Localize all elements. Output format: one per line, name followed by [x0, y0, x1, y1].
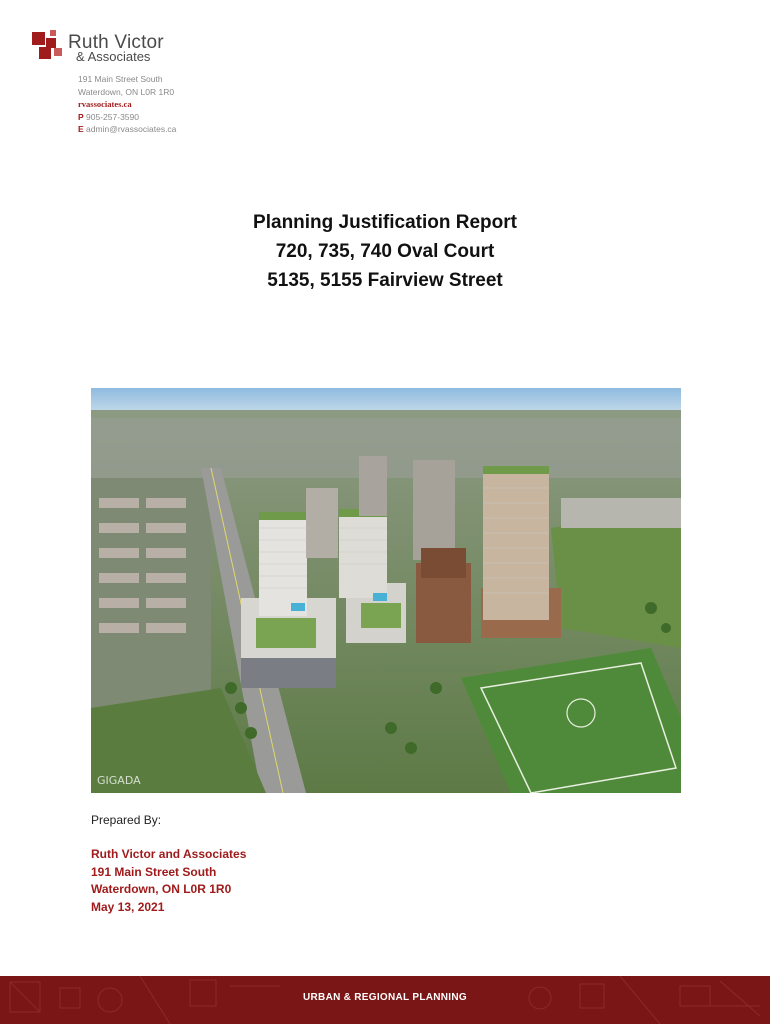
aerial-rendering-graphic — [91, 388, 681, 793]
contact-address-line2: Waterdown, ON L0R 1R0 — [78, 86, 175, 97]
report-title-line3: 5135, 5155 Fairview Street — [267, 270, 503, 291]
email-label: E — [78, 124, 84, 134]
rendering-watermark: GIGADA — [97, 774, 141, 787]
company-logo — [30, 30, 190, 70]
contact-block — [78, 73, 176, 136]
contact-website-link[interactable]: rvassociates.ca — [78, 99, 132, 109]
logo-mark-icon — [30, 30, 66, 62]
contact-phone — [78, 111, 176, 124]
prepared-by-block — [91, 846, 246, 916]
logo-name: Ruth Victor — [68, 32, 164, 53]
report-date: May 13, 2021 — [91, 899, 165, 914]
prepared-address-line2: Waterdown, ON L0R 1R0 — [91, 882, 232, 896]
prepared-firm: Ruth Victor and Associates — [91, 847, 247, 861]
cover-aerial-rendering — [91, 388, 681, 793]
prepared-address-line1: 191 Main Street South — [91, 864, 217, 879]
report-title — [0, 208, 770, 295]
footer-tagline: URBAN & REGIONAL PLANNING — [303, 992, 467, 1003]
contact-address-line1: 191 Main Street South — [78, 74, 163, 84]
report-title-line1: Planning Justification Report — [253, 212, 517, 233]
contact-email — [78, 123, 176, 136]
logo-subname: & Associates — [76, 49, 151, 64]
phone-number: 905-257-3590 — [86, 111, 139, 122]
footer-band — [0, 976, 770, 1024]
email-address[interactable]: admin@rvassociates.ca — [86, 124, 177, 134]
report-title-line2: 720, 735, 740 Oval Court — [275, 241, 495, 262]
phone-label: P — [78, 111, 84, 122]
prepared-by-label: Prepared By: — [91, 813, 162, 827]
